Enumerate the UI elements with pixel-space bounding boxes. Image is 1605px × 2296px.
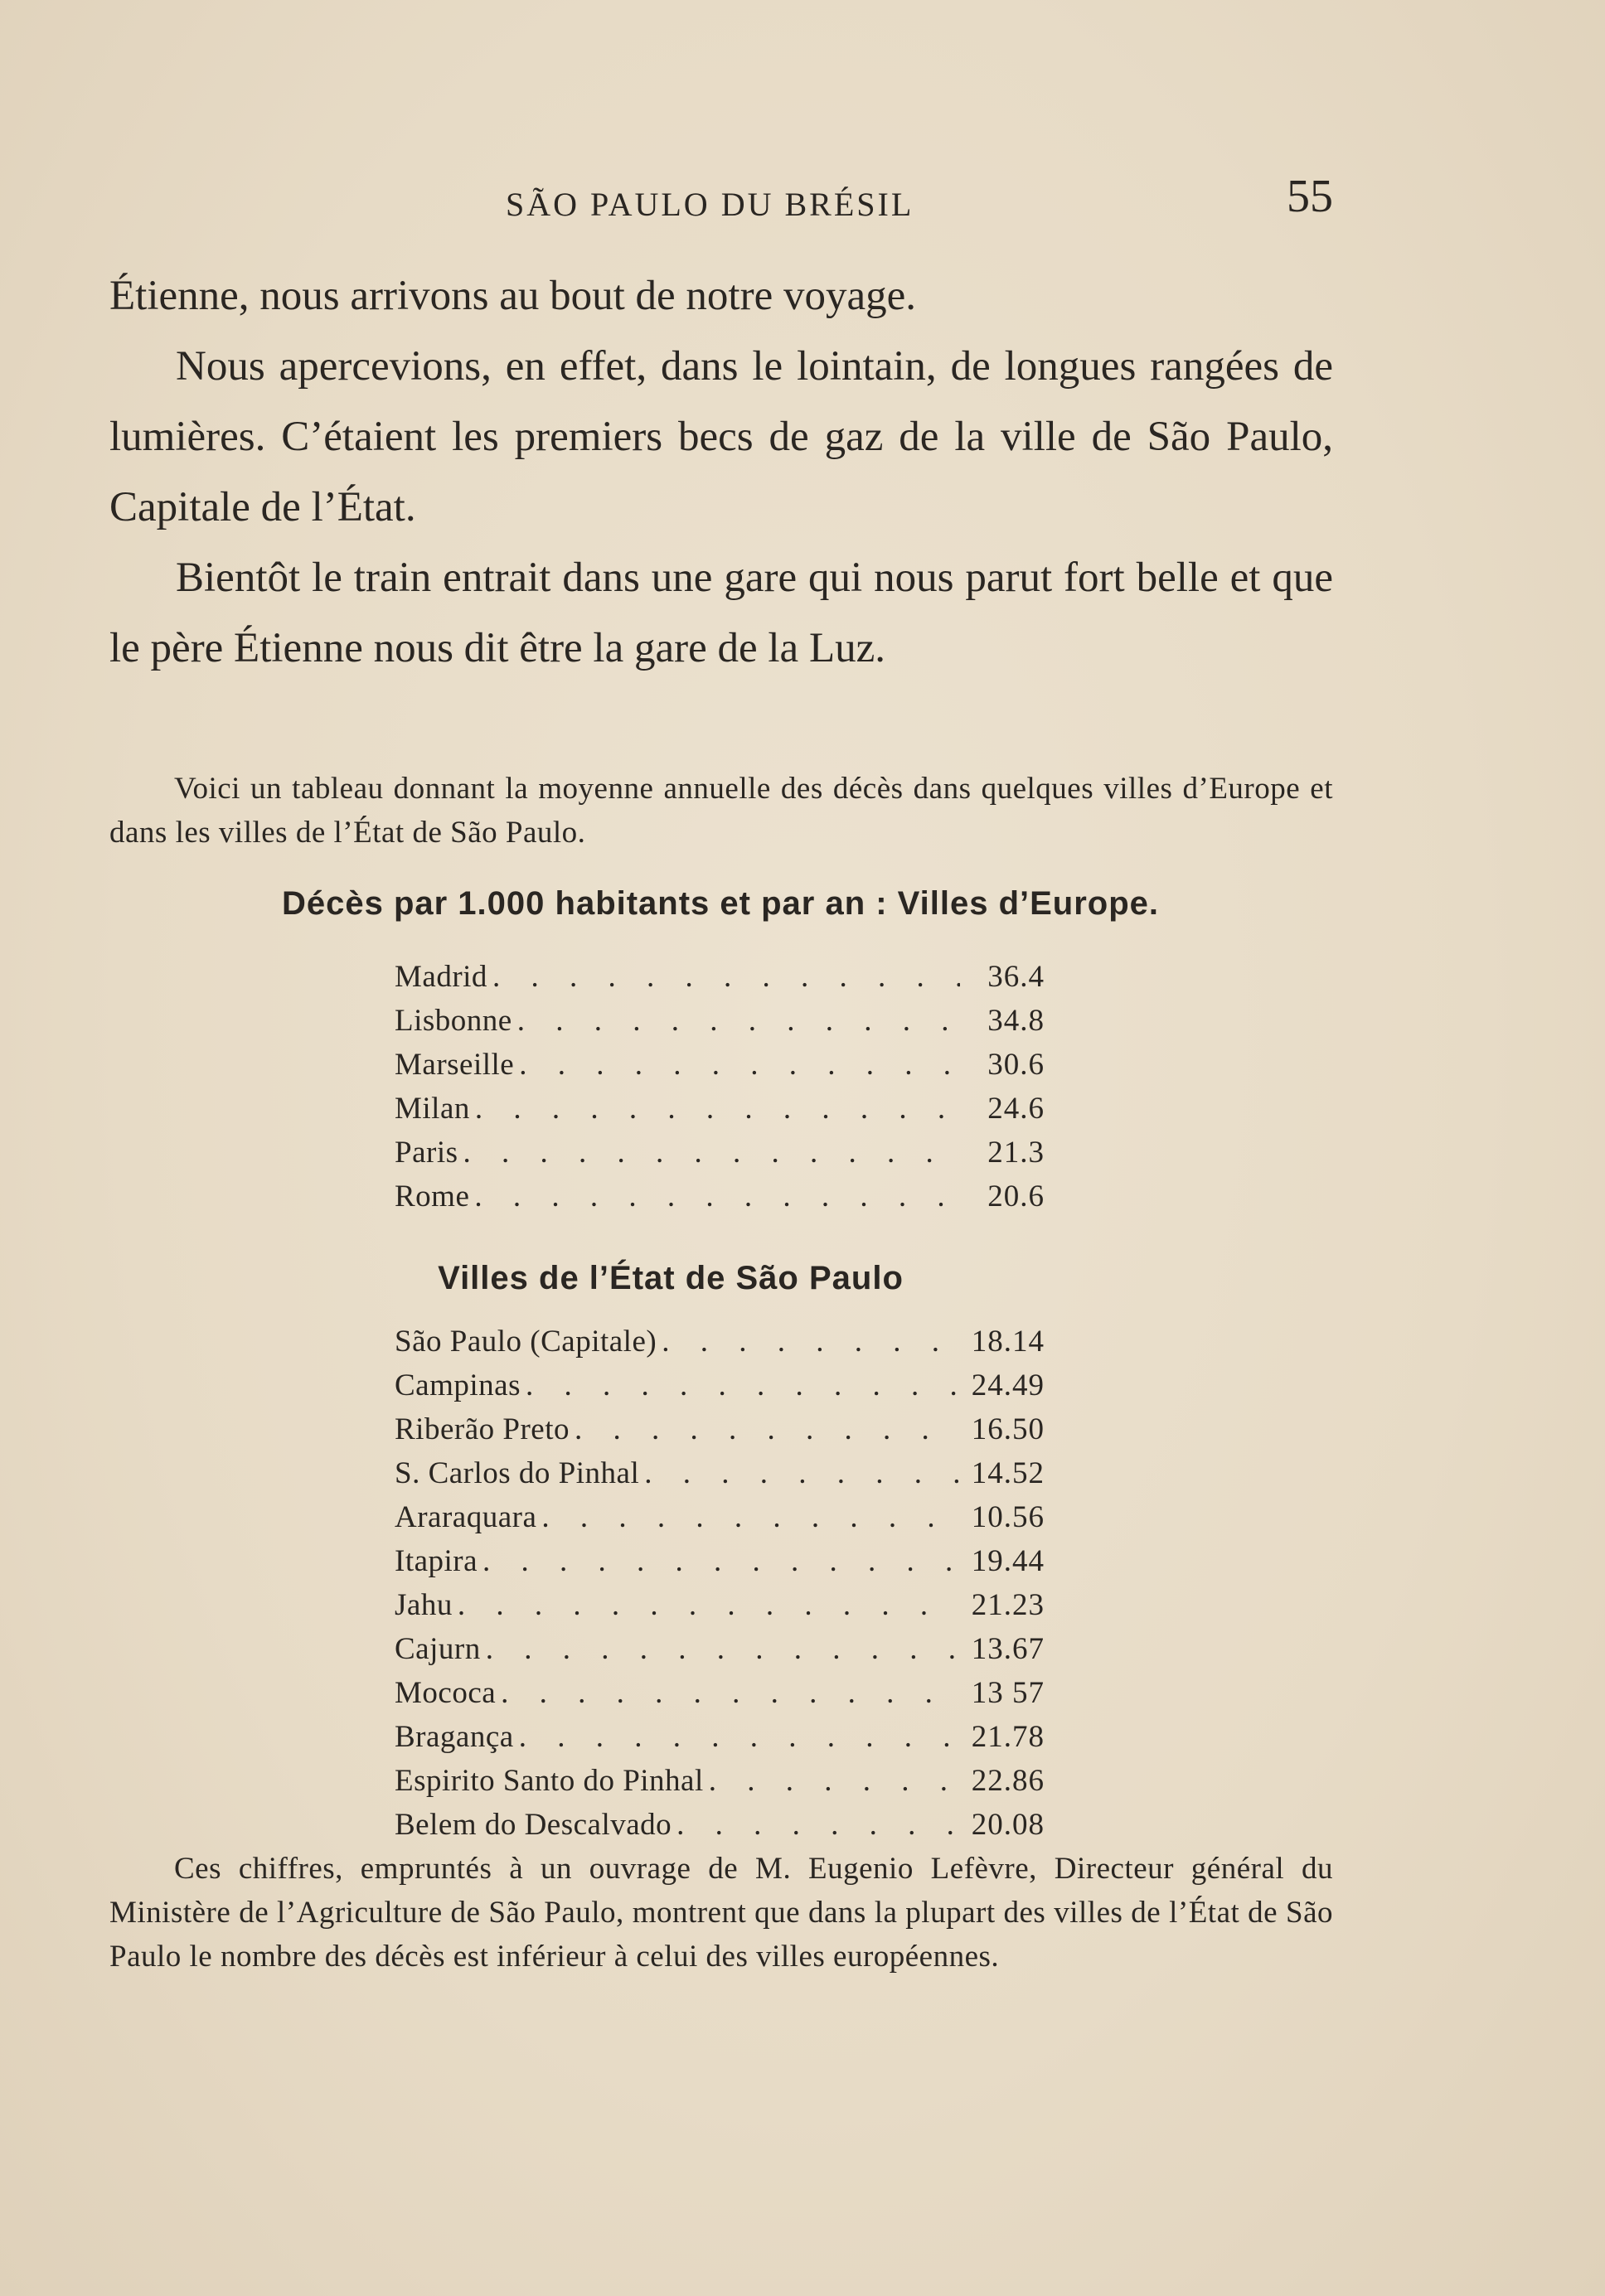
table-row [395,1539,1045,1583]
death-rate: 24.49 [971,1368,1045,1402]
paragraph-1: Étienne, nous arrivons au bout de notre voyage. [109,273,916,319]
table-row [395,1671,1045,1715]
dot-leader [475,1087,960,1131]
city-name: Campinas [395,1368,521,1402]
dot-leader [526,1364,960,1407]
closing-paragraph: Ces chiffres, empruntés à un ouvrage de M. Eugenio Lefèvre, Directeur général du Ministère de l’Agriculture de São Paulo, montrent que dans la plupart des villes de l’État de São Paulo le nombre des décès est inférieur à celui des villes européennes. [109,1852,1333,1974]
table-row [395,1715,1045,1759]
dot-leader [644,1451,960,1495]
dot-leader [519,1043,960,1087]
dot-leader [486,1627,960,1671]
europe-table [395,955,1045,1218]
dot-leader [458,1583,960,1627]
death-rate: 21.3 [987,1136,1045,1170]
table-row [395,1627,1045,1671]
city-name: S. Carlos do Pinhal [395,1456,640,1490]
page-number: 55 [1287,171,1333,222]
death-rate: 36.4 [987,960,1045,994]
city-name: Rome [395,1179,470,1213]
dot-leader [492,955,960,999]
death-rate: 16.50 [971,1412,1045,1446]
table-intro: Voici un tableau donnant la moyenne annuelle des décès dans quelques villes d’Europe et dans les villes de l’État de São Paulo. [109,772,1333,850]
dot-leader [519,1715,960,1759]
body-text [109,261,1333,684]
dot-leader [709,1759,960,1803]
death-rate: 22.86 [971,1764,1045,1798]
dot-leader [474,1175,960,1218]
dot-leader [662,1320,960,1364]
city-name: Espirito Santo do Pinhal [395,1764,704,1798]
city-name: Araraquara [395,1500,537,1534]
city-name: Belem do Descalvado [395,1808,672,1842]
table-row [395,1803,1045,1847]
city-name: São Paulo (Capitale) [395,1325,657,1359]
dot-leader [517,999,960,1043]
city-name: Jahu [395,1588,453,1622]
europe-table-heading: Décès par 1.000 habitants et par an : Villes d’Europe. [281,885,1160,922]
dot-leader [676,1803,960,1847]
table-row [395,1131,1045,1175]
city-name: Marseille [395,1048,515,1082]
table-row [395,955,1045,999]
death-rate: 13 57 [971,1676,1045,1710]
death-rate: 18.14 [971,1325,1045,1359]
table-row [395,1759,1045,1803]
city-name: Riberão Preto [395,1412,570,1446]
table-row [395,1175,1045,1218]
death-rate: 20.08 [971,1808,1045,1842]
table-row [395,1043,1045,1087]
city-name: Paris [395,1136,458,1170]
dot-leader [463,1131,961,1175]
death-rate: 21.23 [971,1588,1045,1622]
city-name: Itapira [395,1544,478,1578]
paragraph-3: Bientôt le train entrait dans une gare qui nous parut fort belle et que le père Étienne nous dit être la gare de la Luz. [109,555,1333,671]
death-rate: 19.44 [971,1544,1045,1578]
death-rate: 21.78 [971,1720,1045,1754]
table-row [395,1451,1045,1495]
dot-leader [501,1671,960,1715]
death-rate: 24.6 [987,1092,1045,1126]
city-name: Madrid [395,960,487,994]
death-rate: 10.56 [971,1500,1045,1534]
city-name: Lisbonne [395,1004,512,1038]
sao-paulo-table-heading: Villes de l’État de São Paulo [438,1260,904,1296]
paragraph-2: Nous apercevions, en effet, dans le lointain, de longues rangées de lumières. C’étaient les premiers becs de gaz de la ville de São Paulo, Capitale de l’État. [109,343,1333,530]
table-row [395,1087,1045,1131]
city-name: Cajurn [395,1632,481,1666]
table-row [395,1320,1045,1364]
table-row [395,1495,1045,1539]
dot-leader [575,1407,960,1451]
running-title: SÃO PAULO DU BRÉSIL [506,186,914,223]
table-row [395,1407,1045,1451]
table-row [395,1583,1045,1627]
table-row [395,1364,1045,1407]
death-rate: 14.52 [971,1456,1045,1490]
city-name: Milan [395,1092,470,1126]
table-row [395,999,1045,1043]
death-rate: 30.6 [987,1048,1045,1082]
death-rate: 20.6 [987,1179,1045,1213]
sao-paulo-table [395,1320,1045,1847]
death-rate: 13.67 [971,1632,1045,1666]
city-name: Bragança [395,1720,514,1754]
dot-leader [541,1495,960,1539]
city-name: Mococa [395,1676,497,1710]
running-head [108,170,1333,228]
dot-leader [482,1539,960,1583]
death-rate: 34.8 [987,1004,1045,1038]
